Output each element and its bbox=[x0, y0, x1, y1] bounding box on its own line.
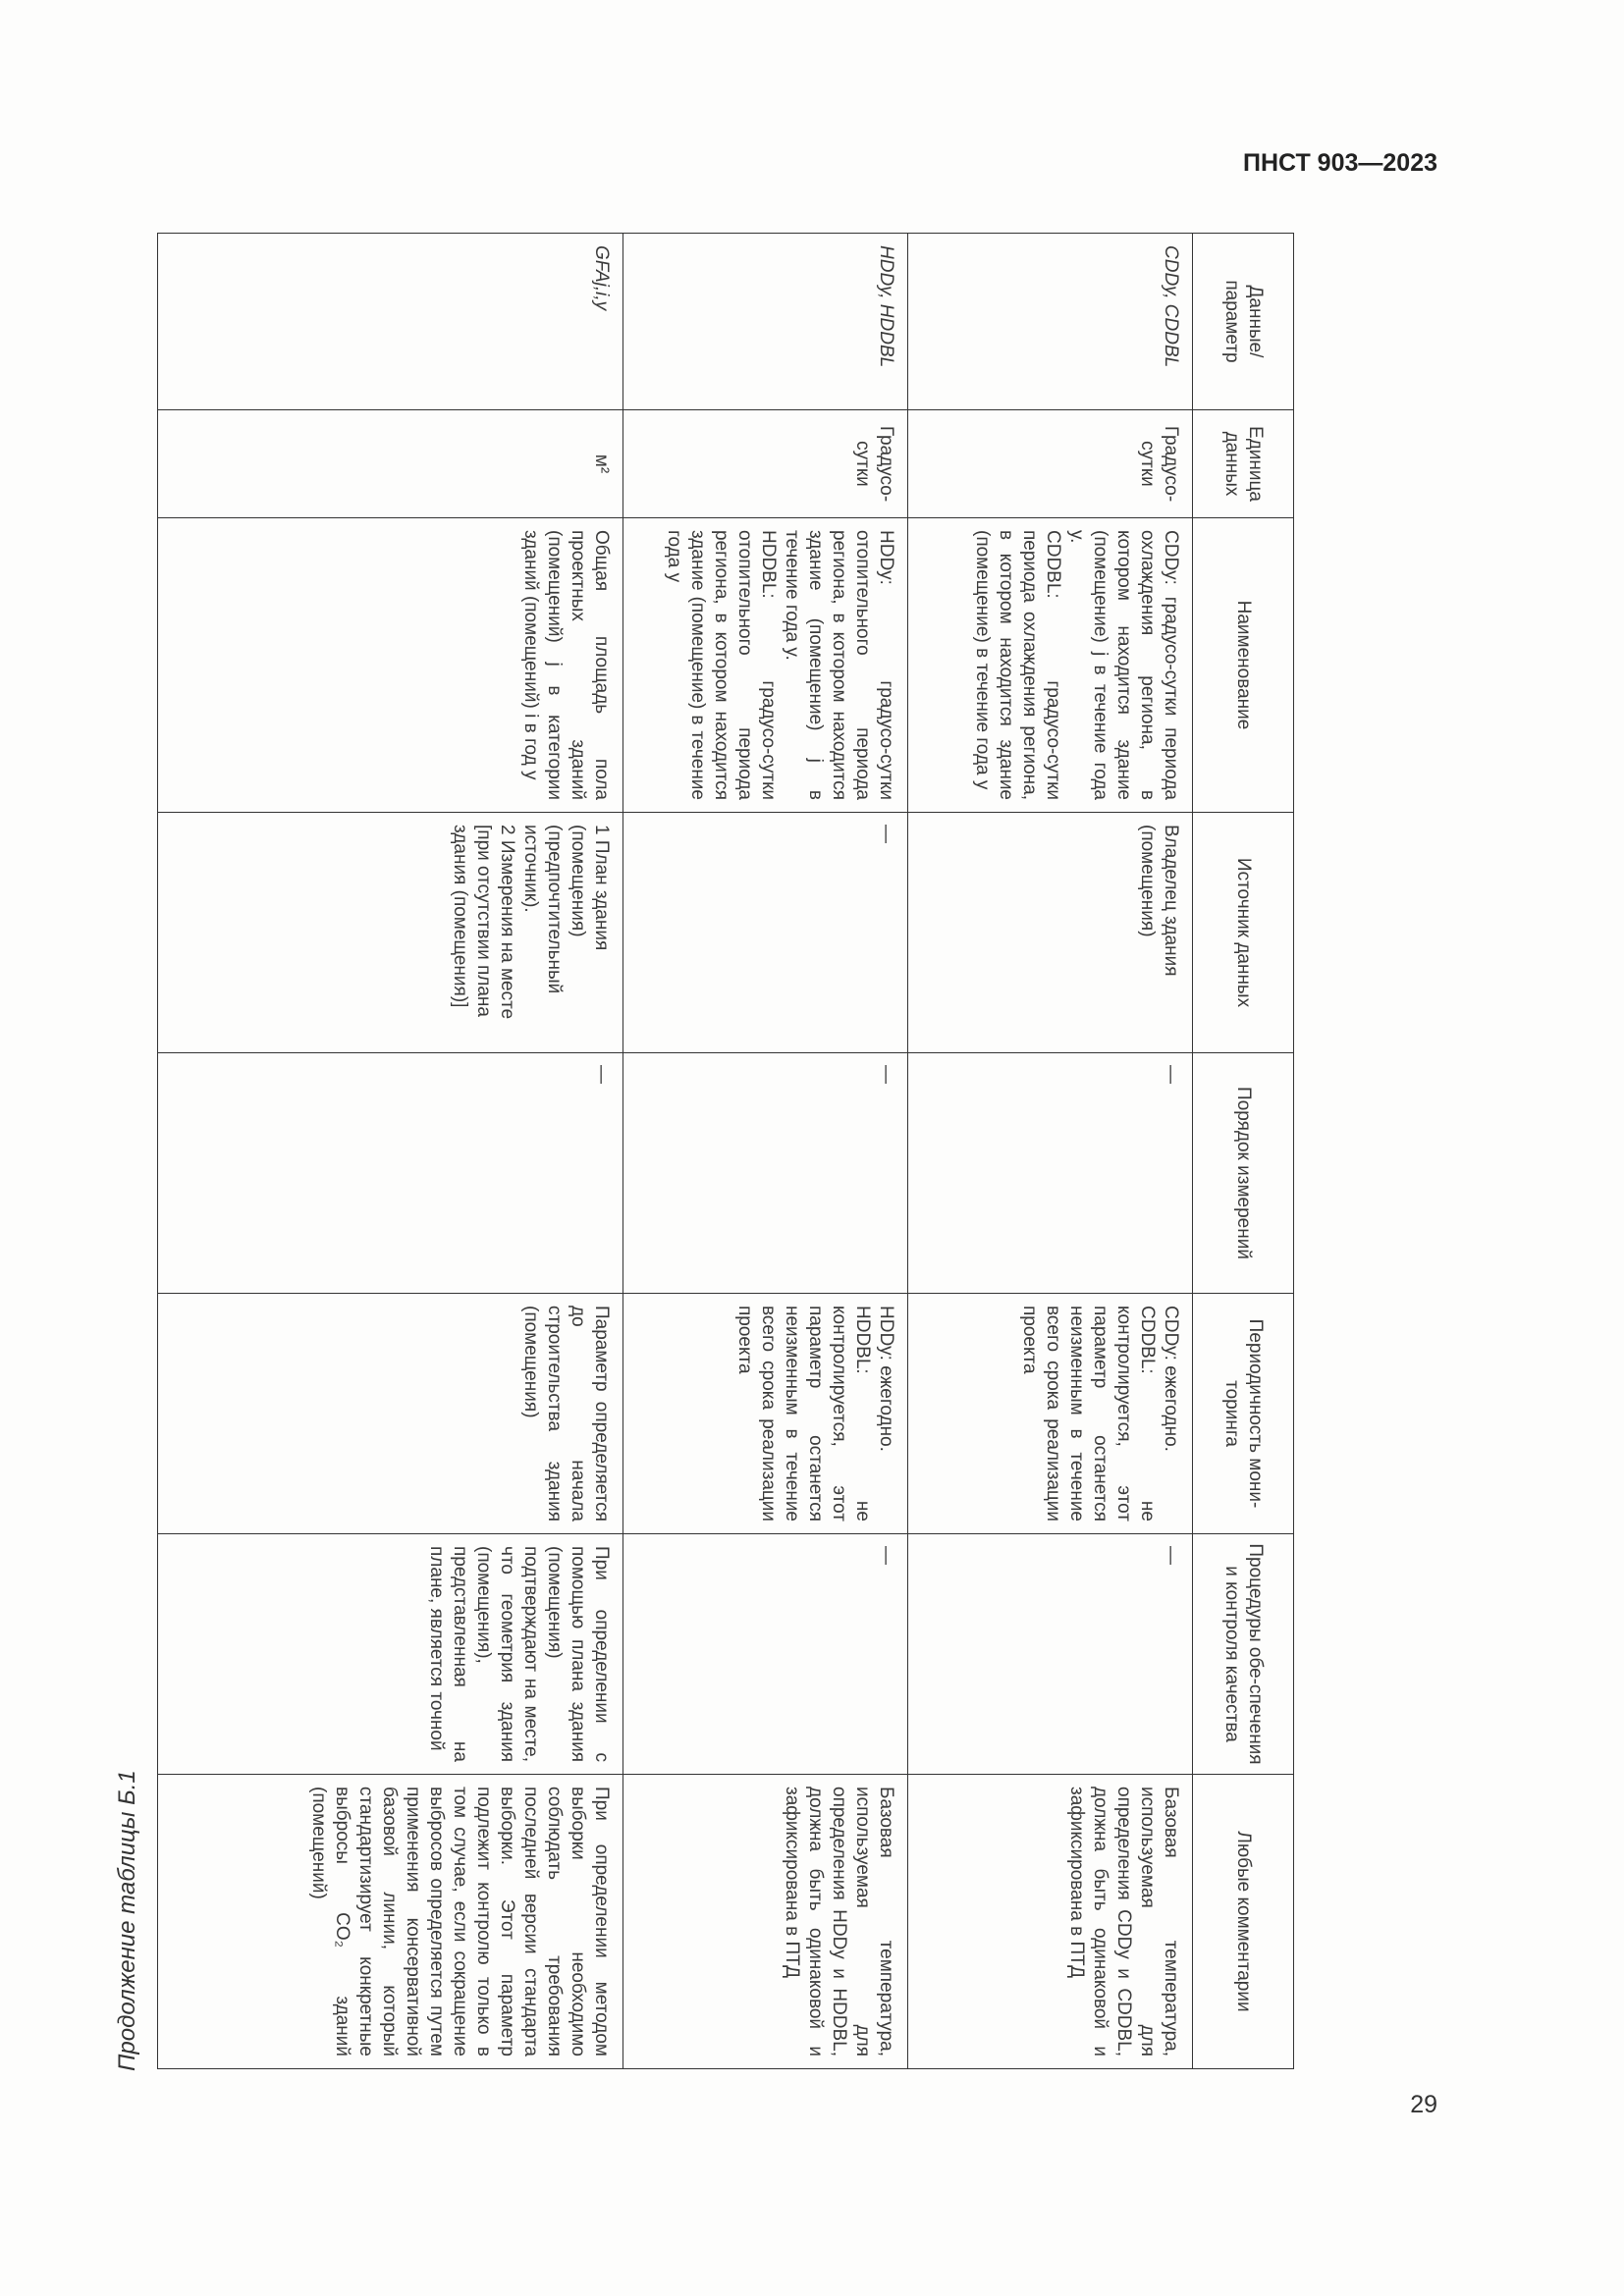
col-header-name: Наименование bbox=[1193, 518, 1294, 813]
cell-unit: м² bbox=[158, 410, 623, 518]
cell-qa-qc: — bbox=[623, 1534, 908, 1775]
rotated-table-wrapper bbox=[157, 233, 1294, 2068]
cell-unit: Градусо-сутки bbox=[908, 410, 1193, 518]
cell-comments: Базовая температура, используемая для определения HDDy и HDDBL, должна быть одинаковой и зафиксирована в ПТД bbox=[623, 1775, 908, 2069]
col-header-measurement: Порядок измерений bbox=[1193, 1053, 1294, 1294]
cell-qa-qc: При определении с помощью плана здания (помещения) подтверждают на месте, что геометрия здания (помещения), представленная на плане, является точной bbox=[158, 1534, 623, 1775]
col-header-frequency: Периодичность мони-торинга bbox=[1193, 1294, 1294, 1534]
col-header-source: Источник данных bbox=[1193, 813, 1294, 1053]
cell-comments: При определении методом выборки необходимо соблюдать требования последней версии стандарта выборки. Этот параметр подлежит контролю только в том случае, если сокращение выбросов определяется путем применения консервативной базовой линии, который стандартизирует конкретные выбросы CO₂ зданий (помещений) bbox=[158, 1775, 623, 2069]
cell-name: HDDy: градусо-сутки отопительного периода региона, в котором находится здание (помещение) j в течение года y. HDDBL: градусо-сутки отопительного периода региона, в котором находится здание (помещение) в течение года y bbox=[623, 518, 908, 813]
col-header-parameter: Данные/ параметр bbox=[1193, 234, 1294, 410]
cell-name: CDDy: градусо-сутки периода охлаждения региона, в котором находится здание (помещение) j в течение года y. CDDBL: градусо-сутки периода охлаждения региона, в котором находится здание (помещение) в течение года y bbox=[908, 518, 1193, 813]
cell-comments: Базовая температура, используемая для определения CDDy и CDDBL, должна быть одинаковой и зафиксирована в ПТД bbox=[908, 1775, 1193, 2069]
table-row bbox=[158, 234, 623, 2069]
data-table bbox=[157, 233, 1294, 2069]
cell-qa-qc: — bbox=[908, 1534, 1193, 1775]
table-header-row bbox=[1193, 234, 1294, 2069]
table-caption: Продолжение таблицы Б.1 bbox=[114, 1770, 140, 2071]
cell-frequency: HDDy: ежегодно. HDDBL: не контролируется, этот параметр останется неизменным в течение всего срока реализации проекта bbox=[623, 1294, 908, 1534]
cell-source: Владелец здания (помещения) bbox=[908, 813, 1193, 1053]
cell-measurement: — bbox=[158, 1053, 623, 1294]
table-row bbox=[908, 234, 1193, 2069]
cell-unit: Градусо-сутки bbox=[623, 410, 908, 518]
cell-measurement: — bbox=[623, 1053, 908, 1294]
cell-frequency: Параметр определяется до начала строительства здания (помещения) bbox=[158, 1294, 623, 1534]
cell-parameter: HDDy, HDDBL bbox=[623, 234, 908, 410]
col-header-comments: Любые комментарии bbox=[1193, 1775, 1294, 2069]
col-header-unit: Единица данных bbox=[1193, 410, 1294, 518]
cell-frequency: CDDy: ежегодно. CDDBL: не контролируется, этот параметр останется неизменным в течение всего срока реализации проекта bbox=[908, 1294, 1193, 1534]
page-number: 29 bbox=[1410, 2091, 1437, 2118]
cell-parameter: CDDy, CDDBL bbox=[908, 234, 1193, 410]
col-header-qa-qc: Процедуры обе-спечения и контроля качества bbox=[1193, 1534, 1294, 1775]
cell-source: 1 План здания (помещения) (предпочтительный источник). 2 Измерения на месте [при отсутствии плана здания (помещения)] bbox=[158, 813, 623, 1053]
document-id: ПНСТ 903—2023 bbox=[1243, 149, 1437, 177]
cell-parameter: GFAj,i,y bbox=[158, 234, 623, 410]
cell-source: — bbox=[623, 813, 908, 1053]
cell-measurement: — bbox=[908, 1053, 1193, 1294]
table-row bbox=[623, 234, 908, 2069]
cell-name: Общая площадь пола проектных зданий (помещений) j в категории зданий (помещений) i в год y bbox=[158, 518, 623, 813]
